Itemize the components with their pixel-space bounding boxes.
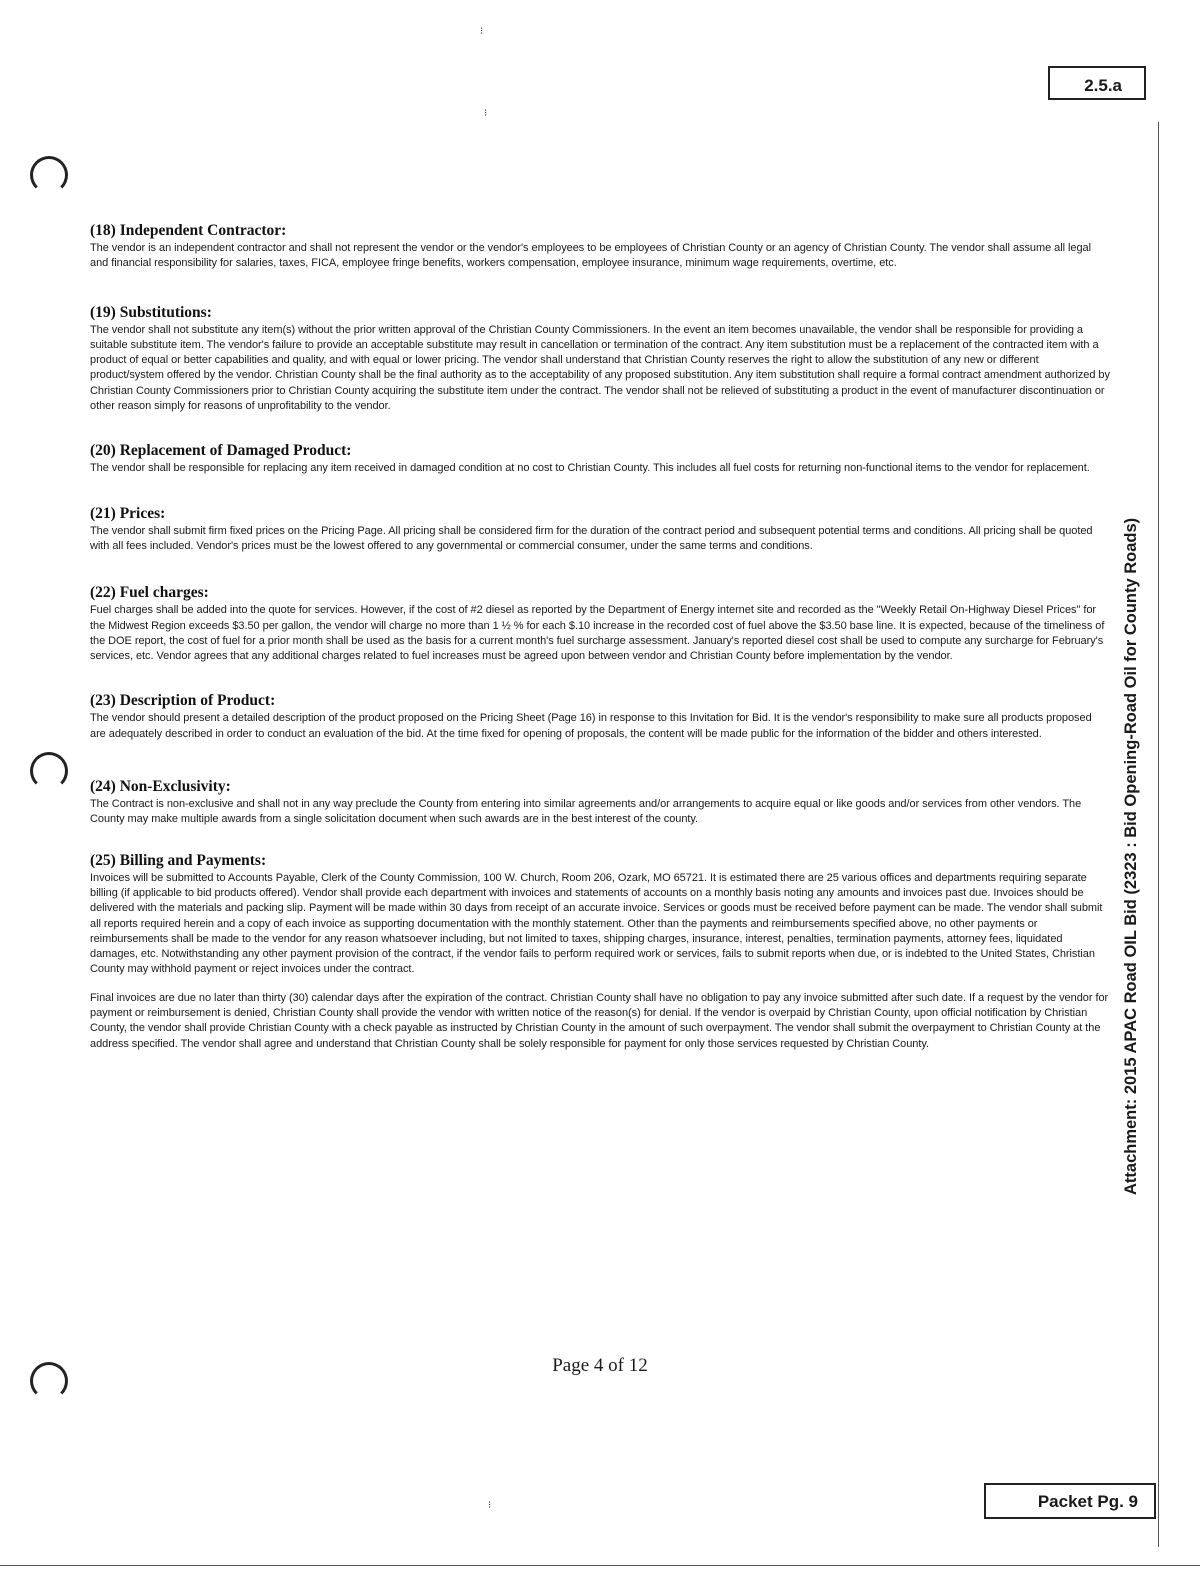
section-substitutions <box>90 304 1110 415</box>
document-body <box>90 222 1110 1071</box>
section-prices <box>90 505 1110 555</box>
section-billing-and-payments <box>90 852 1110 1052</box>
section-independent-contractor <box>90 222 1110 272</box>
section-heading: (23) Description of Product: <box>90 692 276 710</box>
section-heading: (19) Substitutions: <box>90 303 212 321</box>
page-number: Page 4 of 12 <box>552 1355 648 1376</box>
section-body: The vendor is an independent contractor and shall not represent the vendor or the vendor's employees to be employees of Christian County or an agency of Christian County. The vendor shall assume all legal and financial responsibility for salaries, taxes, FICA, employee fringe benefits, workers compensation, employee insurance, minimum wage requirements, overtime, etc. <box>90 242 1092 270</box>
section-heading: (20) Replacement of Damaged Product: <box>90 442 352 460</box>
scan-speck: ⁝ <box>488 1500 492 1511</box>
section-body: The vendor shall be responsible for replacing any item received in damaged condition at no cost to Christian County. This includes all fuel costs for returning non-functional items to the vendor for replacement. <box>90 462 1090 475</box>
section-body: The vendor shall not substitute any item(s) without the prior written approval of the Christian County Commissioners. In the event an item becomes unavailable, the vendor shall be responsible for providing a suitable substitute item. The vendor's failure to provide an acceptable substitute may result in cancellation or termination of the contract. Any item substitution must be a replacement of the contracted item with a product of equal or better capabilities and quality, and with equal or lower pricing. The vendor shall understand that Christian County reserves the right to allow the substitution of any new or different product/system offered by the vendor. Christian County shall be the final authority as to the acceptability of any proposed substitution. Any item substitution shall require a formal contract amendment authorized by Christian County Commissioners prior to Christian County acquiring the substitute item under the contract. The vendor shall not be relieved of substituting a product in the event of manufacturer discontinuation or other reason simply for reasons of unprofitability to the vendor. <box>90 323 1110 413</box>
section-heading: (22) Fuel charges: <box>90 584 209 602</box>
section-heading: (21) Prices: <box>90 504 166 522</box>
section-heading: (24) Non-Exclusivity: <box>90 778 231 796</box>
section-body: Invoices will be submitted to Accounts Payable, Clerk of the County Commission, 100 W. Church, Room 206, Ozark, MO 65721. It is estimated there are 25 various offices and departments requiring separate billing (if applicable to bid products offered). Vendor shall provide each department with invoices and statements of accounts on a monthly basis noting any amounts and invoices past due. Invoices should be delivered with the materials and packing slip. Payment will be made within 30 days from receipt of an accurate invoice. Services or goods must be received before payment can be made. The vendor shall submit all reports required herein and a copy of each invoice as supporting documentation with the monthly statement. Other than the payments and reimbursements specified above, no other payments or reimbursements shall be made to the vendor for any reason whatsoever including, but not limited to taxes, shipping charges, insurance, interest, penalties, termination payments, attorney fees, liquidated damages, etc. Notwithstanding any other payment provision of the contract, if the vendor fails to perform required work or services, fails to submit reports when due, or is indebted to the United States, Christian County may withhold payment or reject invoices under the contract. <box>90 871 1103 976</box>
binder-hole-top <box>30 156 68 194</box>
section-fuel-charges <box>90 584 1110 664</box>
side-label-anchor <box>1122 517 1140 1196</box>
scan-speck: ⁝ <box>484 108 488 119</box>
section-body-continued: Final invoices are due no later than thirty (30) calendar days after the expiration of the contract. Christian County shall have no obligation to pay any invoice submitted after such date. If a request by the vendor for payment or reimbursement is denied, Christian County shall provide the vendor with written notice of the reason(s) for denial. If the vendor is overpaid by Christian County, upon official notification by Christian County, the vendor shall provide Christian County with a check payable as instructed by Christian County in the amount of such overpayment. The vendor shall submit the overpayment to Christian County at the address specified. The vendor shall agree and understand that Christian County shall be solely responsible for payment for only those services requested by Christian County. <box>90 991 1109 1050</box>
section-body: Fuel charges shall be added into the quote for services. However, if the cost of #2 diesel as reported by the Department of Energy internet site and recorded as the "Weekly Retail On-Highway Diesel Prices" for the Midwest Region exceeds $3.50 per gallon, the vendor will charge no more than 1 ½ % for each $.10 increase in the recorded cost of fuel above the $3.50 base line. It is expected, because of the timeliness of the DOE report, the cost of fuel for a prior month shall be used as the basis for a current month's fuel surcharge assessment. January's reported diesel cost shall be used to compute any surcharge for February's services, etc. Vendor agrees that any additional charges related to fuel increases must be agreed upon between vendor and Christian County before implementation by the vendor. <box>90 604 1105 663</box>
section-description-of-product <box>90 692 1110 742</box>
margin-rule-horizontal <box>0 1565 1200 1566</box>
section-heading: (18) Independent Contractor: <box>90 222 287 239</box>
section-body: The vendor shall submit firm fixed prices on the Pricing Page. All pricing shall be considered firm for the duration of the contract period and subsequent potential terms and conditions. All pricing shall be quoted with all fees included. Vendor's prices must be the lowest offered to any governmental or commercial consumer, under the same terms and conditions. <box>90 524 1093 552</box>
section-heading: (25) Billing and Payments: <box>90 851 267 869</box>
agenda-item-tag: 2.5.a <box>1048 66 1146 100</box>
section-body: The vendor should present a detailed description of the product proposed on the Pricing Sheet (Page 16) in response to this Invitation for Bid. It is the vendor's responsibility to make sure all products proposed are adequately described in order to conduct an evaluation of the bid. At the time fixed for opening of proposals, the content will be made public for the information of the bidder and others interested. <box>90 712 1092 740</box>
section-non-exclusivity <box>90 778 1110 828</box>
margin-rule-vertical <box>1158 122 1159 1547</box>
packet-page-tag: Packet Pg. 9 <box>984 1483 1156 1519</box>
scan-speck: ⁝ <box>480 26 484 37</box>
section-body: The Contract is non-exclusive and shall not in any way preclude the County from entering into similar agreements and/or arrangements to acquire equal or like goods and/or services from other vendors. The County may make multiple awards from a single solicitation document when such awards are in the best interest of the county. <box>90 798 1082 826</box>
attachment-side-label: Attachment: 2015 APAC Road OIL Bid (2323 : Bid Opening-Road Oil for County Roads) <box>1122 517 1140 1195</box>
binder-hole-middle <box>30 752 68 790</box>
section-replacement-damaged-product <box>90 442 1110 476</box>
